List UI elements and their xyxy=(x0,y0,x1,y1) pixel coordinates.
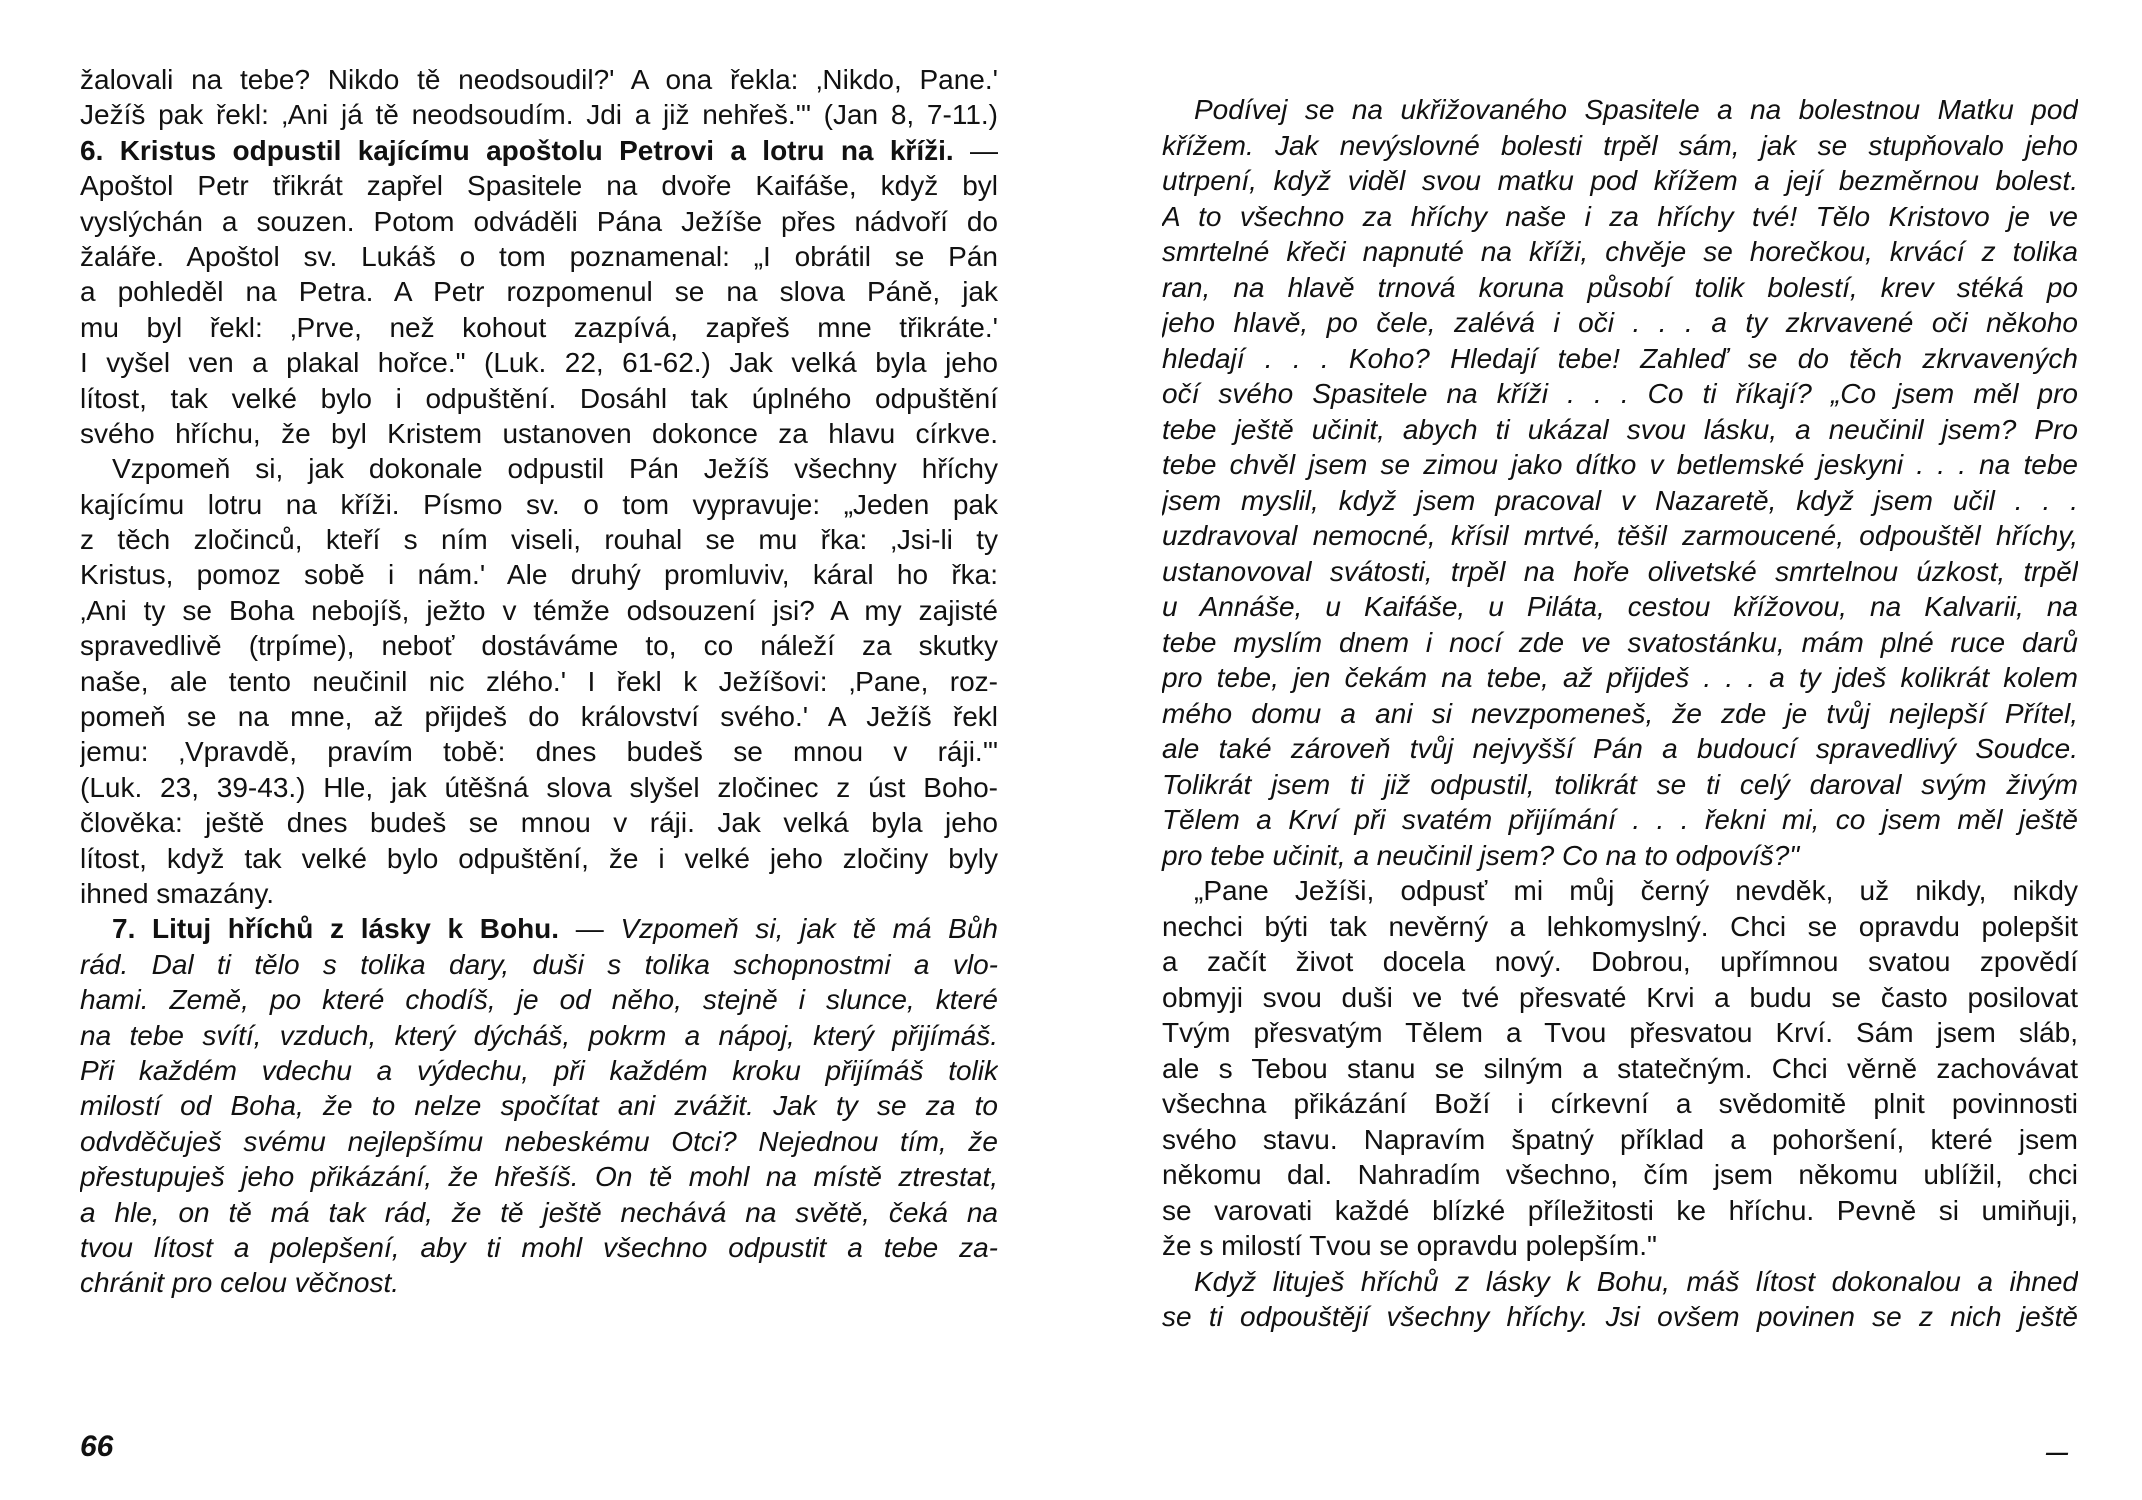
text-line: na tebe svítí, vzduch, který dýcháš, pokrm a nápoj, který přijímáš. xyxy=(80,1019,998,1051)
text-line: ustanovoval svátosti, trpěl na hoře olivetské smrtelnou úzkost, trpěl xyxy=(1162,555,2078,587)
text-line: odvděčuješ svému nejlepšímu nebeskému Otci? Nejednou tím, že xyxy=(80,1125,998,1157)
text-line: A to všechno za hříchy naše i za hříchy tvé! Tělo Kristovo je ve xyxy=(1162,200,2078,232)
text-line: žaláře. Apoštol sv. Lukáš o tom poznamenal: „I obrátil se Pán xyxy=(80,240,998,272)
text-line: svého stavu. Napravím špatný příklad a pohoršení, které jsem xyxy=(1162,1123,2078,1155)
text-line: tebe myslím dnem i nocí zde ve svatostánku, mám plné ruce darů xyxy=(1162,626,2078,658)
text-line: tebe ještě učinit, abych ti ukázal svou lásku, a neučinil jsem? Pro xyxy=(1162,413,2078,445)
text-line: člověka: ještě dnes budeš se mnou v ráji. Jak velká byla jeho xyxy=(80,807,998,839)
text-line: někomu dal. Nahradím všechno, čím jsem někomu ublížil, chci xyxy=(1162,1159,2078,1190)
text-line: nechci býti tak nevěrný a lehkomyslný. Chci se opravdu polepšit xyxy=(1162,910,2078,942)
text-line: jeho hlavě, po čele, zalévá i oči . . . a ty zkrvavené oči někoho xyxy=(1162,307,2078,338)
text-line: tebe chvěl jsem se zimou jako dítko v betlemské jeskyni . . . na tebe xyxy=(1162,449,2078,480)
text-line: Apoštol Petr třikrát zapřel Spasitele na dvoře Kaifáše, když byl xyxy=(80,170,998,202)
right-page xyxy=(1071,0,2142,1500)
text-line: naše, ale tento neučinil nic zlého.' I řekl k Ježíšovi: ‚Pane, roz- xyxy=(80,665,998,697)
text-line: rád. Dal ti tělo s tolika dary, duši s tolika schopnostmi a vlo- xyxy=(80,948,998,980)
text-line: očí svého Spasitele na kříži . . . Co ti říkají? „Co jsem měl pro xyxy=(1162,378,2078,409)
text-line: Když lituješ hříchů z lásky k Bohu, máš lítost dokonalou a ihned xyxy=(1194,1265,2078,1297)
text-line: spravedlivě (trpíme), neboť dostáváme to, co náleží za skutky xyxy=(80,630,998,662)
text-line: smrtelné křeči napnuté na kříži, chvěje se horečkou, krvácí z tolika xyxy=(1162,236,2078,267)
text-line: Podívej se na ukřižovaného Spasitele a na bolestnou Matku pod xyxy=(1194,94,2078,125)
text-line: chránit pro celou věčnost. xyxy=(80,1267,400,1299)
text-line: 6. Kristus odpustil kajícímu apoštolu Petrovi a lotru na kříži. — xyxy=(80,134,998,166)
text-line: 7. Lituj hříchů z lásky k Bohu. — Vzpomeň si, jak tě má Bůh xyxy=(112,913,998,945)
text-line: všechna přikázání Boží i církevní a svědomitě plnit povinnosti xyxy=(1162,1088,2078,1119)
text-line: lítost, když tak velké bylo odpuštění, že i velké jeho zločiny byly xyxy=(80,842,998,874)
text-line: u Annáše, u Kaifáše, u Piláta, cestou křížovou, na Kalvarii, na xyxy=(1162,591,2078,622)
text-line: uzdravoval nemocné, křísil mrtvé, těšil zarmoucené, odpouštěl hříchy, xyxy=(1162,520,2078,551)
text-line: utrpení, když viděl svou matku pod křížem a její bezměrnou bolest. xyxy=(1162,165,2078,196)
text-line: ale také zároveň tvůj nejvyšší Pán a budoucí spravedlivý Soudce. xyxy=(1162,733,2078,764)
page-number-left: 66 xyxy=(80,1430,114,1463)
text-line: obmyji svou duši ve tvé přesvaté Krvi a budu se často posilovat xyxy=(1162,981,2078,1013)
text-line: a pohleděl na Petra. A Petr rozpomenul se na slova Páně, jak xyxy=(80,276,998,308)
text-line: se varovati každé blízké příležitosti ke hříchu. Pevně si umiňuji, xyxy=(1162,1194,2078,1226)
bold-heading: 6. Kristus odpustil kajícímu apoštolu Petrovi a lotru na kříži. xyxy=(80,134,954,166)
text-line: ‚Ani ty se Boha nebojíš, ježto v témže odsouzení jsi? A my zajisté xyxy=(80,594,998,626)
text-line: „Pane Ježíši, odpusť mi můj černý nevděk, už nikdy, nikdy xyxy=(1194,875,2078,906)
text-line: pro tebe učinit, a neučinil jsem? Co na to odpovíš?" xyxy=(1162,839,1800,871)
text-line: ale s Tebou stanu se silným a statečným. Chci věrně zachovávat xyxy=(1162,1052,2078,1084)
text-line: hami. Země, po které chodíš, je od něho, stejně i slunce, které xyxy=(80,984,998,1016)
italic-run: Vzpomeň si, jak tě má Bůh xyxy=(620,913,998,945)
text-line: Tolikrát jsem ti již odpustil, tolikrát se ti celý daroval svým živým xyxy=(1162,768,2078,800)
text-line: Vzpomeň si, jak dokonale odpustil Pán Ježíš všechny hříchy xyxy=(112,453,998,485)
text-line: (Luk. 23, 39-43.) Hle, jak útěšná slova slyšel zločinec z úst Boho- xyxy=(80,771,998,803)
left-text-column xyxy=(80,62,998,1301)
text-line: pro tebe, jen čekám na tebe, až přijdeš . . . a ty jdeš kolikrát kolem xyxy=(1162,662,2078,693)
page-number-right: — xyxy=(2046,1440,2068,1465)
text-line: a začít život docela nový. Dobrou, upřímnou svatou zpovědí xyxy=(1162,946,2078,977)
text-line: jsem myslil, když jsem pracoval v Nazaretě, když jsem učil . . . xyxy=(1162,484,2078,516)
text-line: Tělem a Krví při svatém přijímání . . . řekni mi, co jsem měl ještě xyxy=(1162,804,2078,835)
bold-heading: 7. Lituj hříchů z lásky k Bohu. xyxy=(112,913,560,945)
text-line: z těch zločinců, kteří s ním viseli, rouhal se mu řka: ‚Jsi-li ty xyxy=(80,524,998,556)
text-line: se ti odpouštějí všechny hříchy. Jsi ovšem povinen se z nich ještě xyxy=(1162,1301,2078,1332)
text-line: jemu: ‚Vpravdě, pravím tobě: dnes budeš se mnou v ráji.'" xyxy=(80,736,998,768)
text-line: Při každém vdechu a výdechu, při každém kroku přijímáš tolik xyxy=(80,1054,998,1086)
text-line: křížem. Jak nevýslovné bolesti trpěl sám, jak se stupňovalo jeho xyxy=(1162,129,2078,161)
text-line: a hle, on tě má tak rád, že tě ještě nechává na světě, čeká na xyxy=(80,1196,998,1228)
text-line: tvou lítost a polepšení, aby ti mohl všechno odpustit a tebe za- xyxy=(80,1231,998,1263)
text-line: mého domu a ani si nevzpomeneš, že zde je tvůj nejlepší Přítel, xyxy=(1162,697,2078,729)
text-line: milostí od Boha, že to nelze spočítat ani zvážit. Jak ty se za to xyxy=(80,1090,998,1122)
right-text-column xyxy=(1162,92,2078,1335)
text-line: pomeň se na mne, až přijdeš do království svého.' A Ježíš řekl xyxy=(80,701,998,733)
text-line: svého hříchu, že byl Kristem ustanoven dokonce za hlavu církve. xyxy=(80,417,998,449)
text-line: že s milostí Tvou se opravdu polepším." xyxy=(1162,1230,1657,1261)
text-line: ihned smazány. xyxy=(80,877,275,909)
text-line: Ježíš pak řekl: ‚Ani já tě neodsoudím. Jdi a již nehřeš.'" (Jan 8, 7-11.) xyxy=(80,99,998,131)
text-line: ran, na hlavě trnová koruna působí tolik bolestí, krev stéká po xyxy=(1162,271,2078,303)
text-line: hledají . . . Koho? Hledají tebe! Zahleď se do těch zkrvavených xyxy=(1162,342,2078,374)
text-line: I vyšel ven a plakal hořce." (Luk. 22, 61-62.) Jak velká byla jeho xyxy=(80,347,998,379)
text-line: lítost, tak velké bylo i odpuštění. Dosáhl tak úplného odpuštění xyxy=(80,382,998,414)
text-line: mu byl řekl: ‚Prve, než kohout zazpívá, zapřeš mne třikráte.' xyxy=(80,311,998,343)
text-line: žalovali na tebe? Nikdo tě neodsoudil?' A ona řekla: ‚Nikdo, Pane.' xyxy=(80,64,998,95)
text-line: kajícímu lotru na kříži. Písmo sv. o tom vypravuje: „Jeden pak xyxy=(80,488,998,520)
text-line: vyslýchán a souzen. Potom odváděli Pána Ježíše přes nádvoří do xyxy=(80,205,998,237)
text-line: Tvým přesvatým Tělem a Tvou přesvatou Krví. Sám jsem sláb, xyxy=(1162,1017,2078,1048)
text-line: Kristus, pomoz sobě i nám.' Ale druhý promluviv, káral ho řka: xyxy=(80,559,998,591)
text-line: přestupuješ jeho přikázání, že hřešíš. On tě mohl na místě ztrestat, xyxy=(80,1161,998,1193)
